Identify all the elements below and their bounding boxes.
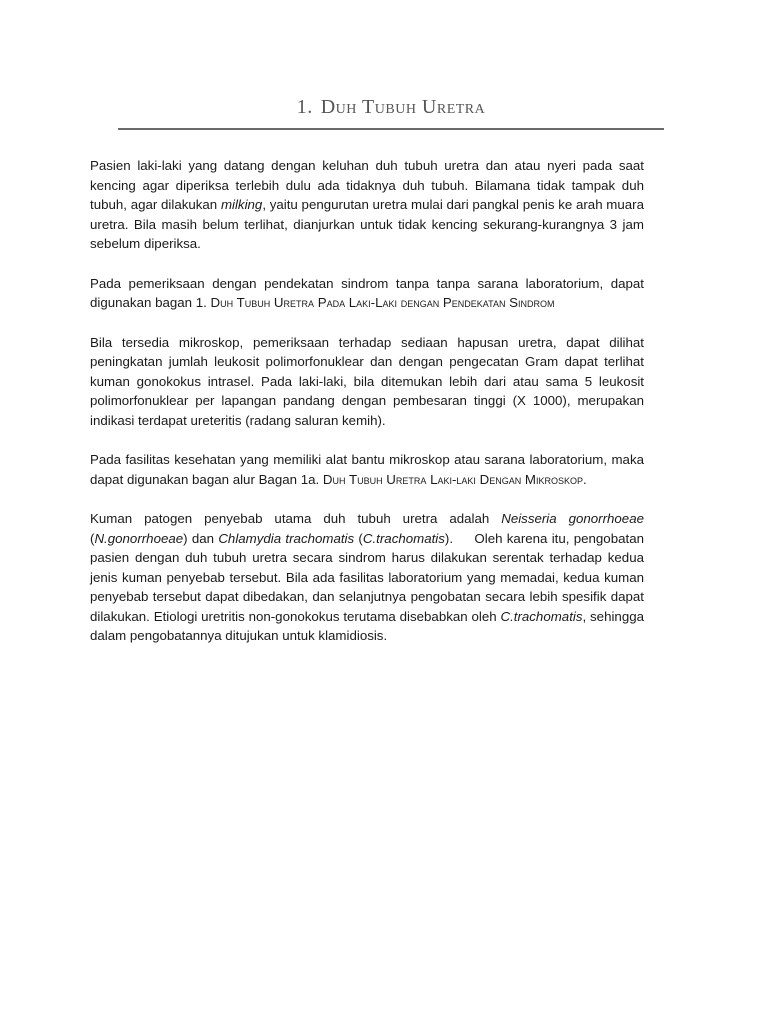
p4-text-a: Pada fasilitas kesehatan yang memiliki alat bantu mikroskop atau sarana laboratorium, maka dapat digunakan bagan alur Bagan 1a. [90, 452, 644, 487]
term-c-trachomatis: C.trachomatis [362, 530, 445, 546]
p5-text-e: ). Oleh karena itu, pengobatan pasien dengan duh tubuh uretra secara sindrom harus dilakukan serentak terhadap kedua jenis kuman penyebab tersebut. Bila ada fasilitas laboratorium yang memadai, kedua kuman penyebab tersebut dapat dibedakan, dan selanjutnya pengobatan secara lebih spesifik dapat dilakukan. Etiologi uretritis non-gonokokus terutama disebabkan oleh [90, 530, 648, 624]
bagan-1-reference: Duh Tubuh Uretra Pada Laki-Laki dengan Pendekatan Sindrom [210, 295, 555, 310]
section-heading [118, 96, 664, 119]
p1-text-b: , yaitu pengurutan uretra mulai dari pangkal penis ke arah muara uretra. Bila masih belum terlihat, dianjurkan untuk tidak kencing sekurang-kurangnya 3 jam sebelum diperiksa. [90, 197, 644, 251]
section-number: 1. [296, 96, 313, 118]
section-title: Duh Tubuh Uretra [320, 96, 486, 118]
paragraph-3: Bila tersedia mikroskop, pemeriksaan terhadap sediaan hapusan uretra, dapat dilihat peningkatan jumlah leukosit polimorfonuklear dan dengan pengecatan Gram dapat terlihat kuman gonokokus intrasel. Pada laki-laki, bila ditemukan lebih dari atau sama 5 leukosit polimorfonuklear per lapangan pandang dengan pembesaran tinggi (X 1000), merupakan indikasi terdapat ureteritis (radang saluran kemih). [90, 334, 644, 428]
paragraph-4 [90, 450, 644, 489]
p5-text-b: ( [90, 511, 648, 546]
paragraph-2 [90, 274, 644, 313]
term-c-trachomatis-2: C.trachomatis [500, 608, 583, 624]
paragraph-1 [90, 156, 644, 254]
term-n-gonorrhoeae: N.gonorrhoeae [94, 530, 184, 546]
paragraph-5 [90, 509, 648, 646]
p5-text-f: , sehingga dalam pengobatannya ditujukan untuk klamidiosis. [90, 608, 648, 643]
term-milking: milking [220, 197, 263, 212]
term-chlamydia-trachomatis: Chlamydia trachomatis [218, 530, 355, 546]
p4-text-end: . [583, 471, 587, 487]
p5-text-c: ) dan [183, 530, 219, 546]
p1-text-a: Pasien laki-laki yang datang dengan keluhan duh tubuh uretra dan atau nyeri pada saat kencing agar diperiksa terlebih dulu ada tidaknya duh tubuh. Bilamana tidak tampak duh tubuh, agar dilakukan [90, 158, 644, 212]
p5-text-a: Kuman patogen penyebab utama duh tubuh uretra adalah [90, 511, 502, 526]
term-neisseria-gonorrhoeae: Neisseria gonorrhoeae [501, 511, 644, 526]
p5-text-d: ( [354, 530, 363, 546]
heading-divider [118, 128, 664, 130]
p2-text-a: Pada pemeriksaan dengan pendekatan sindrom tanpa tanpa sarana laboratorium, dapat digunakan bagan 1. [90, 275, 644, 310]
document-body [90, 156, 648, 666]
bagan-1a-reference: Duh Tubuh Uretra Laki-laki Dengan Mikroskop [322, 471, 583, 487]
